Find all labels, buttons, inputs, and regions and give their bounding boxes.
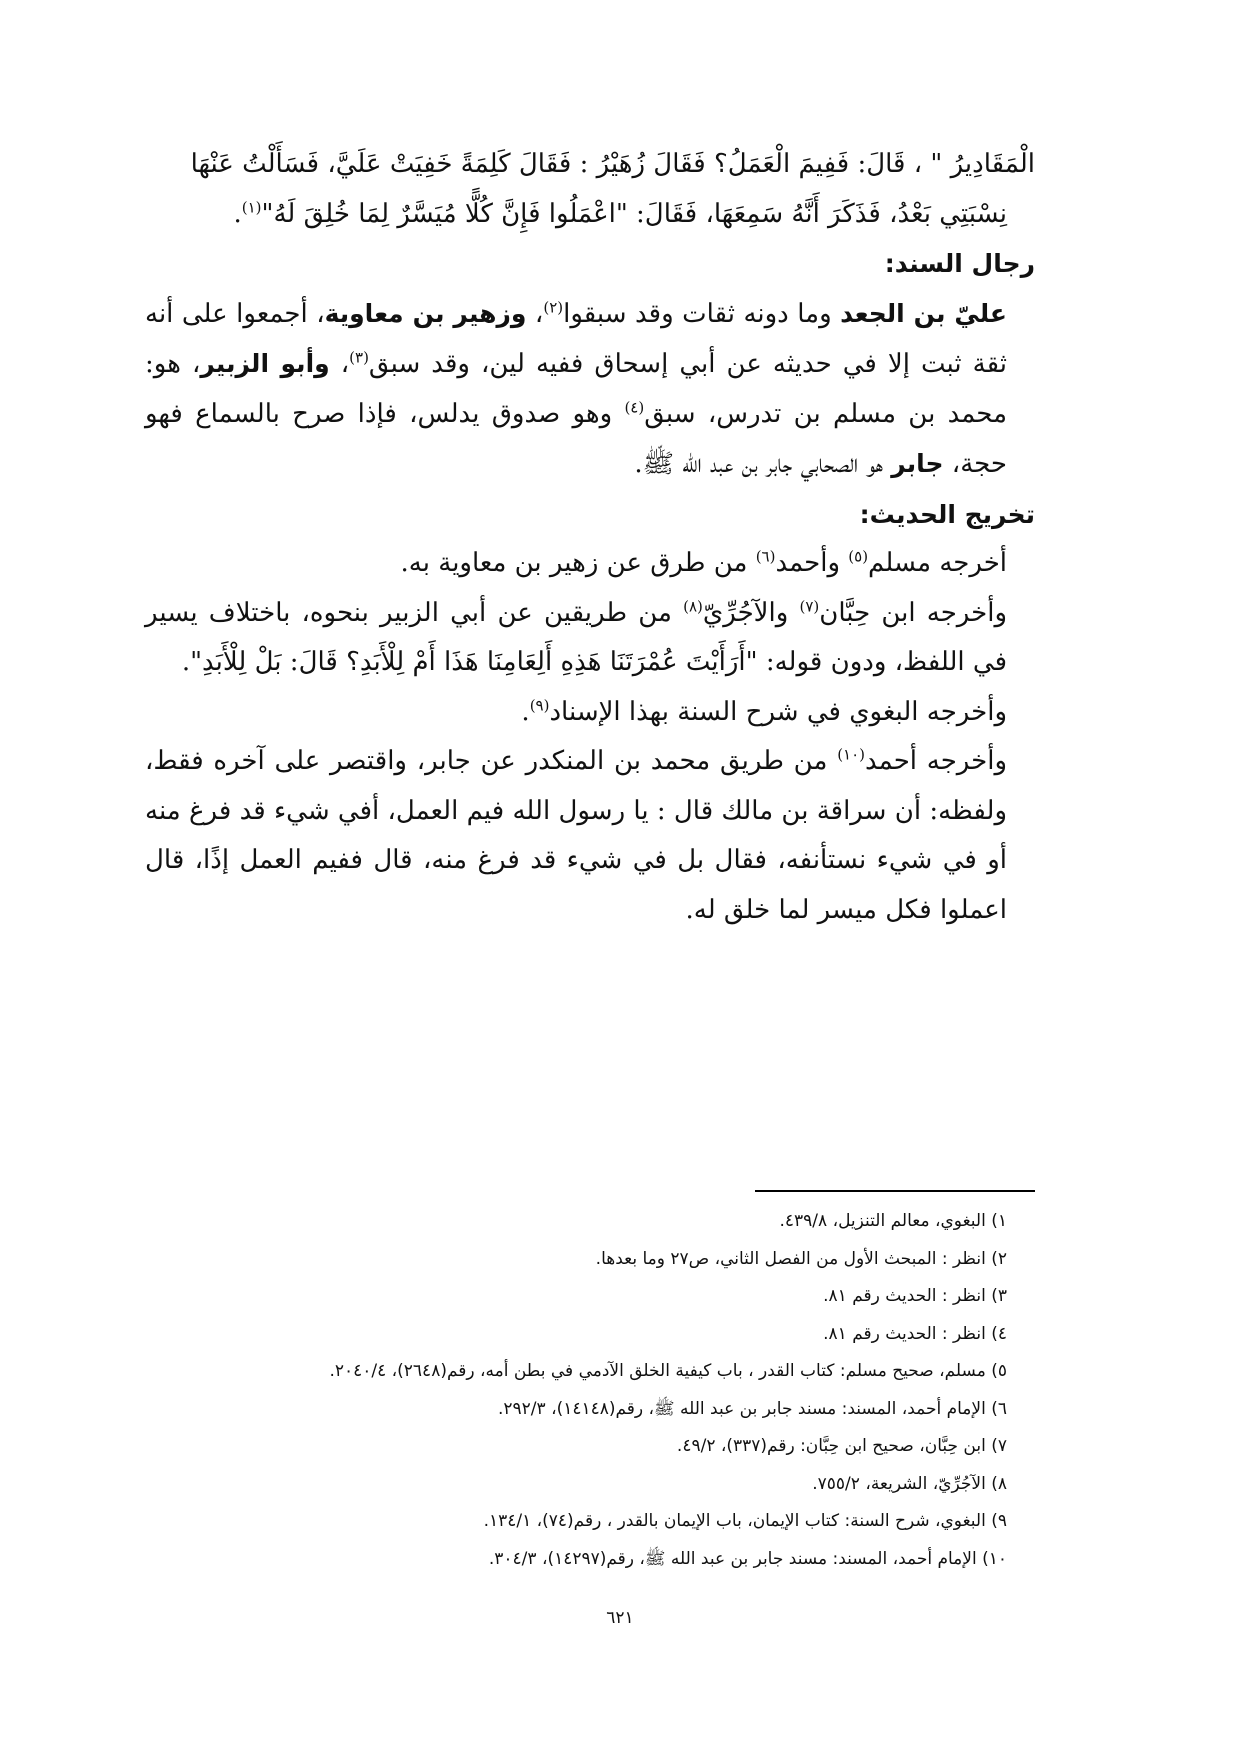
takhrij-2c: من طريقين عن أبي الزبير بنحوه، باختلاف يسير في اللفظ، ودون قوله: "أَرَأَيْتَ عُمْرَتَنَا هَذِهِ أَلِعَامِنَا هَذَا أَمْ لِلْأَبَدِ؟ قَالَ: بَلْ لِلْأَبَدِ". <box>145 597 1007 677</box>
takhrij-paragraph-4 <box>145 737 1035 935</box>
takhrij-paragraph-2 <box>145 589 1035 688</box>
rijal-text-3: ، هو: محمد بن مسلم بن تدرس، سبق <box>145 349 1008 429</box>
footnote-item: ٧) ابن حِبَّان، صحيح ابن حِبَّان: رقم(٣٣٧)، ٤٩/٢. <box>676 1436 1007 1456</box>
rijal-text-5: هو الصحابي جابر بن عبد الله ﷺ. <box>634 449 892 479</box>
takhrij-3a: وأخرجه البغوي في شرح السنة بهذا الإسناد <box>549 696 1007 727</box>
main-text-block <box>145 140 1035 935</box>
hadith-line-1: الْمَقَادِيرُ " ، قَالَ: فَفِيمَ الْعَمَلُ؟ فَقَالَ زُهَيْرُ : فَقَالَ كَلِمَةً خَفِيَتْ عَلَيَّ، فَسَأَلْتُ عَنْهَا <box>190 149 1035 179</box>
rijal-text-1: وما دونه ثقات وقد سبقوا <box>563 298 841 329</box>
takhrij-4b: من طريق محمد بن المنكدر عن جابر، واقتصر على آخره فقط، ولفظه: أن سراقة بن مالك قال : يا رسول الله فيم العمل، أفي شيء قد فرغ منه أو في شيء نستأنفه، فقال بل في شيء قد فرغ منه، قال ففيم العمل إذًا، قال اعملوا فكل ميسر لما خلق له. <box>145 746 1007 925</box>
footnote-ref-1: (١) <box>241 197 262 216</box>
heading-takhrij-al-hadith: تخريج الحديث: <box>859 499 1035 529</box>
narrator-zuhayr-ibn-muawiya: وزهير بن معاوية <box>324 298 527 328</box>
footnote-item: ٤) انظر : الحديث رقم ٨١. <box>823 1323 1007 1344</box>
hadith-text <box>145 140 1035 239</box>
footnote-ref-7: (٧) <box>799 596 820 615</box>
takhrij-2a: وأخرجه ابن حِبَّان <box>819 597 1007 628</box>
footnote-ref-6: (٦) <box>755 547 776 566</box>
rijal-sep-2: ، <box>329 349 350 379</box>
takhrij-2b: والآجُرِّيّ <box>702 597 800 628</box>
footnote-ref-3: (٣) <box>349 348 369 367</box>
narrator-jabir: جابر <box>891 449 944 478</box>
footnote-ref-10: (١٠) <box>837 745 866 764</box>
rijal-paragraph <box>145 289 1035 490</box>
narrator-ali-ibn-al-jad: عليّ بن الجعد <box>840 298 1007 328</box>
footnote-ref-5: (٥) <box>848 547 869 566</box>
hadith-line-2-end: . <box>233 198 242 229</box>
narrator-abu-al-zubayr: وأبو الزبير <box>200 349 330 378</box>
footnotes-list <box>145 1203 1035 1578</box>
takhrij-1c: من طرق عن زهير بن معاوية به. <box>400 548 756 578</box>
footnote-item: ٣) انظر : الحديث رقم ٨١. <box>823 1286 1007 1306</box>
takhrij-4a: وأخرجه أحمد <box>865 746 1007 776</box>
rijal-sep-1: ، <box>526 298 544 329</box>
takhrij-paragraph-1 <box>145 539 1035 589</box>
hadith-line-2: نِسْبَتِي بَعْدُ، فَذَكَرَ أَنَّهُ سَمِعَهَا، فَقَالَ: "اعْمَلُوا فَإِنَّ كُلًّا مُيَسَّرٌ لِمَا خُلِقَ لَهُ" <box>261 198 1007 229</box>
footnote-ref-2: (٢) <box>543 297 564 316</box>
footnote-ref-8: (٨) <box>683 596 703 615</box>
footnote-item: ٥) مسلم، صحيح مسلم: كتاب القدر ، باب كيفية الخلق الآدمي في بطن أمه، رقم(٢٦٤٨)، ٢٠٤٠/٤. <box>329 1361 1007 1381</box>
footnote-ref-9: (٩) <box>529 695 550 714</box>
footnote-separator <box>755 1190 1035 1192</box>
footnote-ref-4: (٤) <box>624 397 645 416</box>
takhrij-3b: . <box>521 696 530 727</box>
footnote-item: ٩) البغوي، شرح السنة: كتاب الإيمان، باب الإيمان بالقدر ، رقم(٧٤)، ١٣٤/١. <box>483 1511 1007 1531</box>
rijal-text-2: ، أجمعوا على أنه ثقة ثبت إلا في حديثه عن أبي إسحاق ففيه لين، وقد سبق <box>145 298 1007 379</box>
footnote-item: ٢) انظر : المبحث الأول من الفصل الثاني، ص٢٧ وما بعدها. <box>595 1248 1007 1269</box>
footnote-item: ٦) الإمام أحمد، المسند: مسند جابر بن عبد الله ﷺ، رقم(١٤١٤٨)، ٢٩٢/٣. <box>498 1398 1007 1419</box>
heading-rijal-al-sanad: رجال السند: <box>884 249 1035 278</box>
takhrij-paragraph-3 <box>145 688 1035 738</box>
takhrij-1a: أخرجه مسلم <box>868 548 1007 578</box>
footnote-item: ١٠) الإمام أحمد، المسند: مسند جابر بن عبد الله ﷺ، رقم(١٤٢٩٧)، ٣٠٤/٣. <box>488 1548 1007 1569</box>
page-number: ٦٢١ <box>606 1608 634 1628</box>
footnote-item: ٨) الآجُرِّيّ، الشريعة، ٧٥٥/٢. <box>812 1473 1007 1494</box>
footnote-item: ١) البغوي، معالم التنزيل، ٤٣٩/٨. <box>779 1211 1007 1231</box>
takhrij-1b: وأحمد <box>775 548 849 578</box>
rijal-text-4: وهو صدوق يدلس، فإذا صرح بالسماع فهو حجة، <box>145 398 1007 479</box>
